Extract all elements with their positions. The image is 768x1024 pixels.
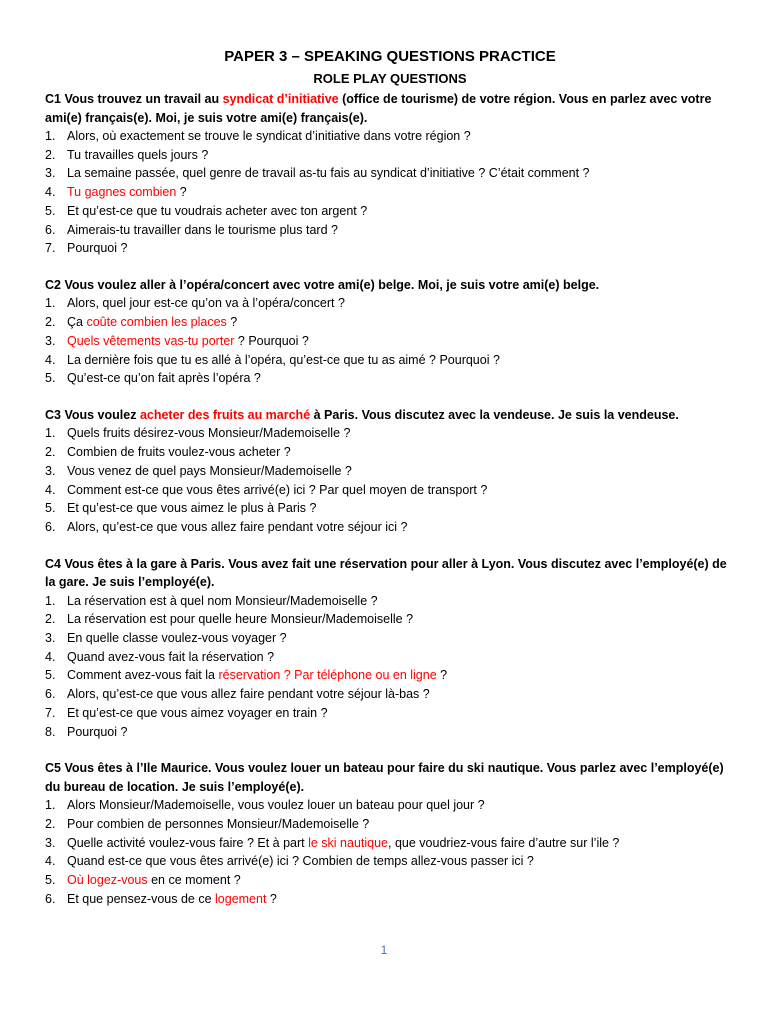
question-number: 5. [45,668,56,683]
question-item [45,723,735,742]
text-run: ? Pourquoi ? [234,333,309,348]
question-item [45,146,735,165]
highlighted-text: réservation ? Par téléphone ou en ligne [218,668,437,683]
question-list [45,796,735,908]
text-run: Et qu’est-ce que vous aimez voyager en train ? [67,705,328,720]
question-item [45,443,735,462]
question-number: 5. [45,501,56,516]
question-text [67,481,487,500]
text-run: Quand avez-vous fait la réservation ? [67,649,275,664]
document-page [45,46,735,927]
question-number: 3. [45,631,56,646]
text-run: Alors, qu’est-ce que vous allez faire pendant votre séjour là-bas ? [67,687,430,702]
question-number: 7. [45,241,56,256]
question-item [45,666,735,685]
question-text [67,592,378,611]
question-item [45,313,735,332]
question-text [67,332,309,351]
text-run: La réservation est à quel nom Monsieur/Mademoiselle ? [67,593,378,608]
question-text [67,183,187,202]
question-item [45,332,735,351]
question-text [67,313,237,332]
question-item [45,351,735,370]
question-text [67,443,291,462]
question-number: 6. [45,222,56,237]
text-run: ? [176,185,187,200]
question-item [45,127,735,146]
page-number: 1 [380,943,388,957]
text-run: C1 Vous trouvez un travail au [45,92,223,106]
question-number: 2. [45,816,56,831]
question-list [45,592,735,742]
highlighted-text: coûte combien les places [86,315,227,330]
question-number: 7. [45,705,56,720]
text-run: C4 Vous êtes à la gare à Paris. Vous avez fait une réservation pour aller à Lyon. Vous discutez avec l’employé(e) de la gare. Je suis l’employé(e). [45,556,727,590]
question-number: 4. [45,649,56,664]
question-item [45,610,735,629]
text-run: Quels fruits désirez-vous Monsieur/Mademoiselle ? [67,426,351,441]
question-text [67,127,471,146]
question-number: 1. [45,593,56,608]
question-text [67,294,345,313]
section-c1 [45,90,735,258]
question-text [67,723,127,742]
text-run: Et qu’est-ce que tu voudrais acheter avec ton argent ? [67,203,368,218]
page-title: PAPER 3 – SPEAKING QUESTIONS PRACTICE [224,48,556,65]
question-number: 3. [45,166,56,181]
question-text [67,239,127,258]
question-item [45,462,735,481]
question-item [45,221,735,240]
text-run: Alors, où exactement se trouve le syndicat d’initiative dans votre région ? [67,129,471,143]
section-heading [45,406,735,425]
question-item [45,164,735,183]
question-number: 6. [45,519,56,534]
question-text [67,164,590,183]
text-run: Quelle activité voulez-vous faire ? Et à part [67,835,309,850]
question-item [45,890,735,909]
question-text [67,610,413,629]
text-run: Pourquoi ? [67,724,128,739]
text-run: Ça [67,315,87,330]
question-list [45,127,735,258]
question-text [67,648,274,667]
text-run: Aimerais-tu travailler dans le tourisme plus tard ? [67,222,338,237]
text-run: Alors, qu’est-ce que vous allez faire pendant votre séjour ici ? [67,519,408,534]
text-run: ? [266,891,277,906]
question-number: 4. [45,352,56,367]
question-text [67,518,407,537]
question-number: 1. [45,296,56,311]
question-item [45,704,735,723]
question-item [45,424,735,443]
question-item [45,518,735,537]
section-heading [45,90,735,127]
section-heading [45,555,735,592]
text-run: ? [226,315,238,330]
question-number: 3. [45,333,56,348]
text-run: La semaine passée, quel genre de travail as-tu fais au syndicat d’initiative ? C’était comment ? [67,166,590,181]
question-number: 6. [45,891,56,906]
section-heading [45,759,735,796]
question-item [45,852,735,871]
text-run: Et qu’est-ce que vous aimez le plus à Paris ? [67,501,317,516]
text-run: C5 Vous êtes à l’Ile Maurice. Vous voulez louer un bateau pour faire du ski nautique. Vous parlez avec l’employé(e) du bureau de location. Je suis l’employé(e). [45,761,724,794]
text-run: (office de tourisme) de votre région. Vous en parlez avec votre ami(e) français(e). Moi, je suis votre ami(e) français(e). [45,92,712,125]
text-run: à Paris. Vous discutez avec la vendeuse. Je suis la vendeuse. [310,407,679,422]
question-number: 1. [45,129,56,143]
question-text [67,834,619,853]
section-c5 [45,759,735,908]
question-text [67,871,241,890]
question-text [67,221,338,240]
text-run: Pourquoi ? [67,241,128,256]
text-run: Comment avez-vous fait la [67,668,219,683]
question-item [45,369,735,388]
role-play-sections [45,90,735,909]
question-number: 2. [45,147,56,162]
question-text [67,369,261,388]
question-item [45,202,735,221]
section-c3 [45,406,735,537]
text-run: , que voudriez-vous faire d’autre sur l’ile ? [388,835,620,850]
question-list [45,294,735,388]
question-item [45,481,735,500]
text-run: En quelle classe voulez-vous voyager ? [67,631,287,646]
highlighted-text: le ski nautique [308,835,389,850]
highlighted-text: Quels vêtements vas-tu porter [67,333,235,348]
question-text [67,704,328,723]
question-text [67,202,367,221]
text-run: C3 Vous voulez [45,407,140,422]
text-run: Alors Monsieur/Mademoiselle, vous voulez louer un bateau pour quel jour ? [67,798,485,813]
question-number: 5. [45,873,56,888]
question-text [67,351,500,370]
question-text [67,796,485,815]
question-number: 4. [45,185,56,200]
text-run: La réservation est pour quelle heure Monsieur/Mademoiselle ? [67,612,414,627]
question-item [45,796,735,815]
page-subtitle: ROLE PLAY QUESTIONS [313,71,467,86]
section-heading [45,276,735,295]
text-run: Alors, quel jour est-ce qu’on va à l’opéra/concert ? [67,296,345,311]
question-item [45,294,735,313]
section-c2 [45,276,735,388]
text-run: ? [436,668,448,683]
text-run: en ce moment ? [147,873,241,888]
question-number: 3. [45,463,56,478]
question-number: 4. [45,482,56,497]
question-text [67,462,352,481]
section-c4 [45,555,735,742]
question-item [45,871,735,890]
text-run: Comment est-ce que vous êtes arrivé(e) ici ? Par quel moyen de transport ? [67,482,488,497]
question-number: 2. [45,445,56,460]
highlighted-text: logement [215,891,267,906]
question-text [67,424,350,443]
text-run: Quand est-ce que vous êtes arrivé(e) ici ? Combien de temps allez-vous passer ici ? [67,854,534,869]
question-item [45,183,735,202]
question-number: 2. [45,612,56,627]
question-item [45,815,735,834]
question-text [67,890,277,909]
question-text [67,685,430,704]
question-number: 5. [45,371,56,386]
highlighted-text: syndicat d’initiative [222,92,339,106]
question-number: 6. [45,687,56,702]
text-run: Tu travailles quels jours ? [67,147,209,162]
text-run: C2 Vous voulez aller à l’opéra/concert avec votre ami(e) belge. Moi, je suis votre ami(e) belge. [45,277,600,292]
question-list [45,424,735,536]
text-run: Vous venez de quel pays Monsieur/Mademoiselle ? [67,463,352,478]
question-text [67,629,287,648]
text-run: Et que pensez-vous de ce [67,891,216,906]
question-item [45,685,735,704]
question-number: 4. [45,854,56,869]
question-text [67,146,208,165]
question-number: 2. [45,315,56,330]
question-item [45,499,735,518]
question-item [45,834,735,853]
text-run: Pour combien de personnes Monsieur/Mademoiselle ? [67,816,370,831]
question-number: 8. [45,724,56,739]
question-item [45,592,735,611]
highlighted-text: Tu gagnes combien [67,185,177,200]
question-text [67,852,534,871]
question-item [45,629,735,648]
question-number: 1. [45,426,56,441]
question-number: 5. [45,203,56,218]
question-text [67,499,316,518]
text-run: La dernière fois que tu es allé à l’opéra, qu’est-ce que tu as aimé ? Pourquoi ? [67,352,500,367]
highlighted-text: Où logez-vous [67,873,148,888]
text-run: Qu’est-ce qu’on fait après l’opéra ? [67,371,261,386]
question-number: 1. [45,798,56,813]
text-run: Combien de fruits voulez-vous acheter ? [67,445,291,460]
question-text [67,666,447,685]
question-item [45,648,735,667]
question-item [45,239,735,258]
question-number: 3. [45,835,56,850]
highlighted-text: acheter des fruits au marché [139,407,311,422]
question-text [67,815,369,834]
